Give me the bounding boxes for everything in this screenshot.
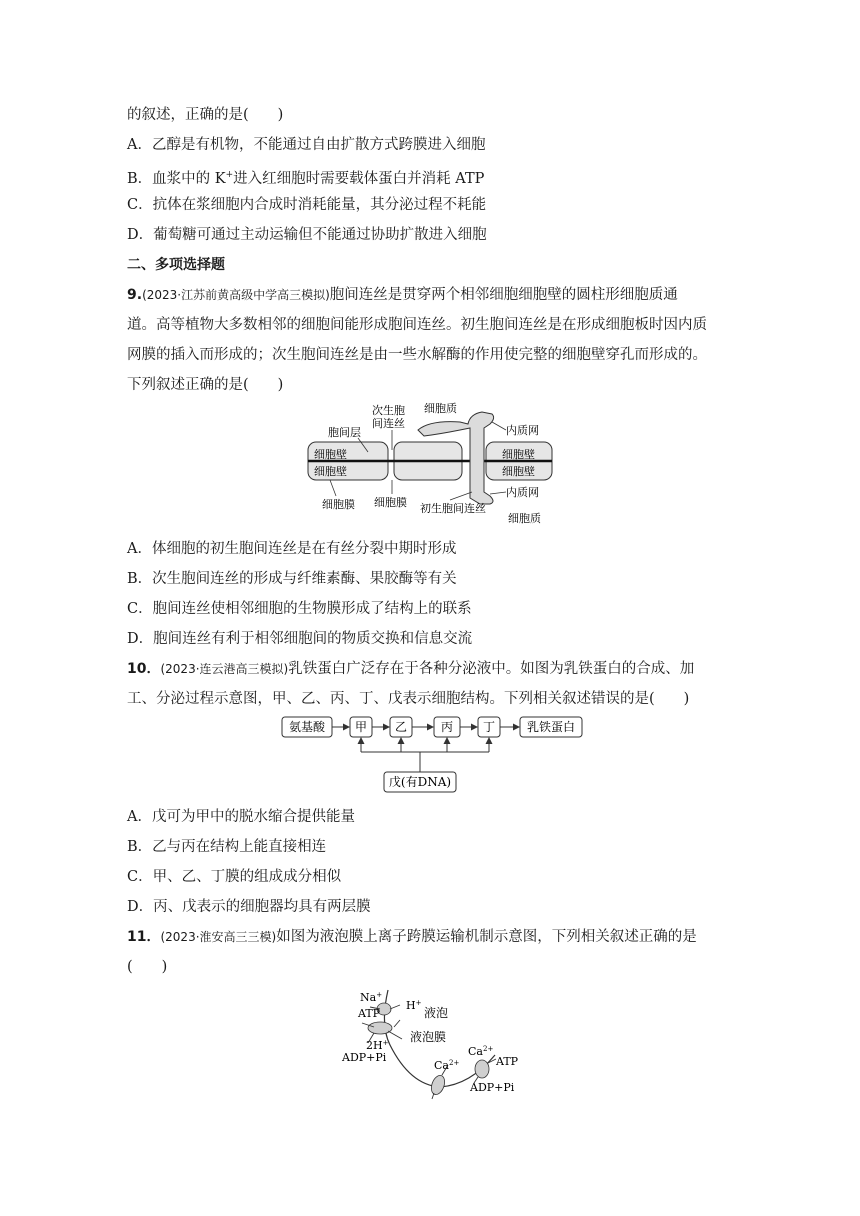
q8-stem-tail: 的叙述，正确的是( ) [127,107,284,123]
q11-source: (2023·淮安高三三模) [160,930,277,944]
q9-option-b: B．次生胞间连丝的形成与纤维素酶、果胶酶等有关 [127,571,457,587]
q9-option-a: A．体细胞的初生胞间连丝是在有丝分裂中期时形成 [127,541,457,557]
node-jia: 甲 [354,720,368,734]
label-wall-right-2: 细胞壁 [502,465,535,478]
lactoferrin-flow-diagram [280,712,590,798]
node-ding: 丁 [482,720,496,734]
label-er-top: 内质网 [506,424,539,437]
q10-stem-line-1: 10．(2023·连云港高三模拟)乳铁蛋白广泛存在于各种分泌液中。如图为乳铁蛋白的合成、加 [127,661,695,677]
label-secondary-plasmodesma-1: 次生胞 [372,404,405,417]
q9-option-d: D．胞间连丝有利于相邻细胞间的物质交换和信息交流 [127,631,473,647]
label-cytoplasm-bottom: 细胞质 [508,512,541,525]
label-h: H+ [406,999,422,1012]
node-lactoferrin: 乳铁蛋白 [526,720,576,734]
label-ca-left: $Ca^{2+}$ [434,1059,460,1072]
q8-option-a: A．乙醇是有机物，不能通过自由扩散方式跨膜进入细胞 [127,137,486,153]
q9-stem-line-4: 下列叙述正确的是( ) [127,377,284,393]
label-wall-left-2: 细胞壁 [314,465,347,478]
label-ca-top: $Ca^{2+}$ [468,1045,494,1058]
label-atp-1: ATP [358,1007,381,1020]
plasmodesmata-diagram [300,400,560,530]
label-middle-lamella: 胞间层 [328,426,361,439]
q10-source: (2023·连云港高三模拟) [160,662,289,676]
label-er-bottom: 内质网 [506,486,539,499]
q9-source: (2023·江苏前黄高级中学高三模拟) [142,288,330,302]
label-wall-right-1: 细胞壁 [502,448,535,461]
label-cytoplasm-top: 细胞质 [424,402,457,415]
label-secondary-plasmodesma-2: 间连丝 [372,417,405,430]
node-bing: 丙 [440,720,454,734]
section-heading: 二、多项选择题 [127,257,225,273]
q8-option-b: B．血浆中的 K+进入红细胞时需要载体蛋白并消耗 ATP [127,170,485,187]
label-adp-1: ADP+Pi [342,1051,387,1064]
label-2h: 2H+ [366,1039,389,1052]
q10-option-b: B．乙与丙在结构上能直接相连 [127,839,327,855]
node-yi: 乙 [394,720,408,734]
label-vacuole: 液泡 [424,1006,449,1020]
label-wall-left-1: 细胞壁 [314,448,347,461]
q9-stem-line-2: 道。高等植物大多数相邻的细胞间能形成胞间连丝。初生胞间连丝是在形成细胞板时因内质 [127,317,707,333]
label-adp-2: ADP+Pi [470,1081,515,1094]
label-primary-plasmodesma: 初生胞间连丝 [420,502,486,515]
label-tonoplast: 液泡膜 [410,1030,447,1044]
vacuole-transport-diagram [330,985,530,1100]
q10-option-a: A．戊可为甲中的脱水缩合提供能量 [127,809,355,825]
q11-stem-line-2: ( ) [127,959,168,975]
q8-option-c: C．抗体在浆细胞内合成时消耗能量，其分泌过程不耗能 [127,197,487,213]
q10-option-c: C．甲、乙、丁膜的组成成分相似 [127,869,342,885]
q9-stem-line-1: 9.(2023·江苏前黄高级中学高三模拟)胞间连丝是贯穿两个相邻细胞细胞壁的圆柱形细胞质通 [127,287,678,303]
label-membrane-left: 细胞膜 [322,498,355,511]
q11-stem-line-1: 11．(2023·淮安高三三模)如图为液泡膜上离子跨膜运输机制示意图，下列相关叙述正确的是 [127,929,697,945]
label-na: Na+ [360,991,383,1004]
q8-option-d: D．葡萄糖可通过主动运输但不能通过协助扩散进入细胞 [127,227,487,243]
q9-stem-line-3: 网膜的插入而形成的；次生胞间连丝是由一些水解酶的作用使完整的细胞壁穿孔而形成的。 [127,347,707,363]
q10-option-d: D．丙、戊表示的细胞器均具有两层膜 [127,899,371,915]
q10-stem-line-2: 工、分泌过程示意图，甲、乙、丙、丁、戊表示细胞结构。下列相关叙述错误的是( ) [127,691,690,707]
node-amino-acid: 氨基酸 [288,720,326,734]
node-wu: 戊(有DNA) [388,775,452,789]
q9-option-c: C．胞间连丝使相邻细胞的生物膜形成了结构上的联系 [127,601,472,617]
label-atp-2: ATP [496,1055,519,1068]
label-membrane-middle: 细胞膜 [374,496,407,509]
